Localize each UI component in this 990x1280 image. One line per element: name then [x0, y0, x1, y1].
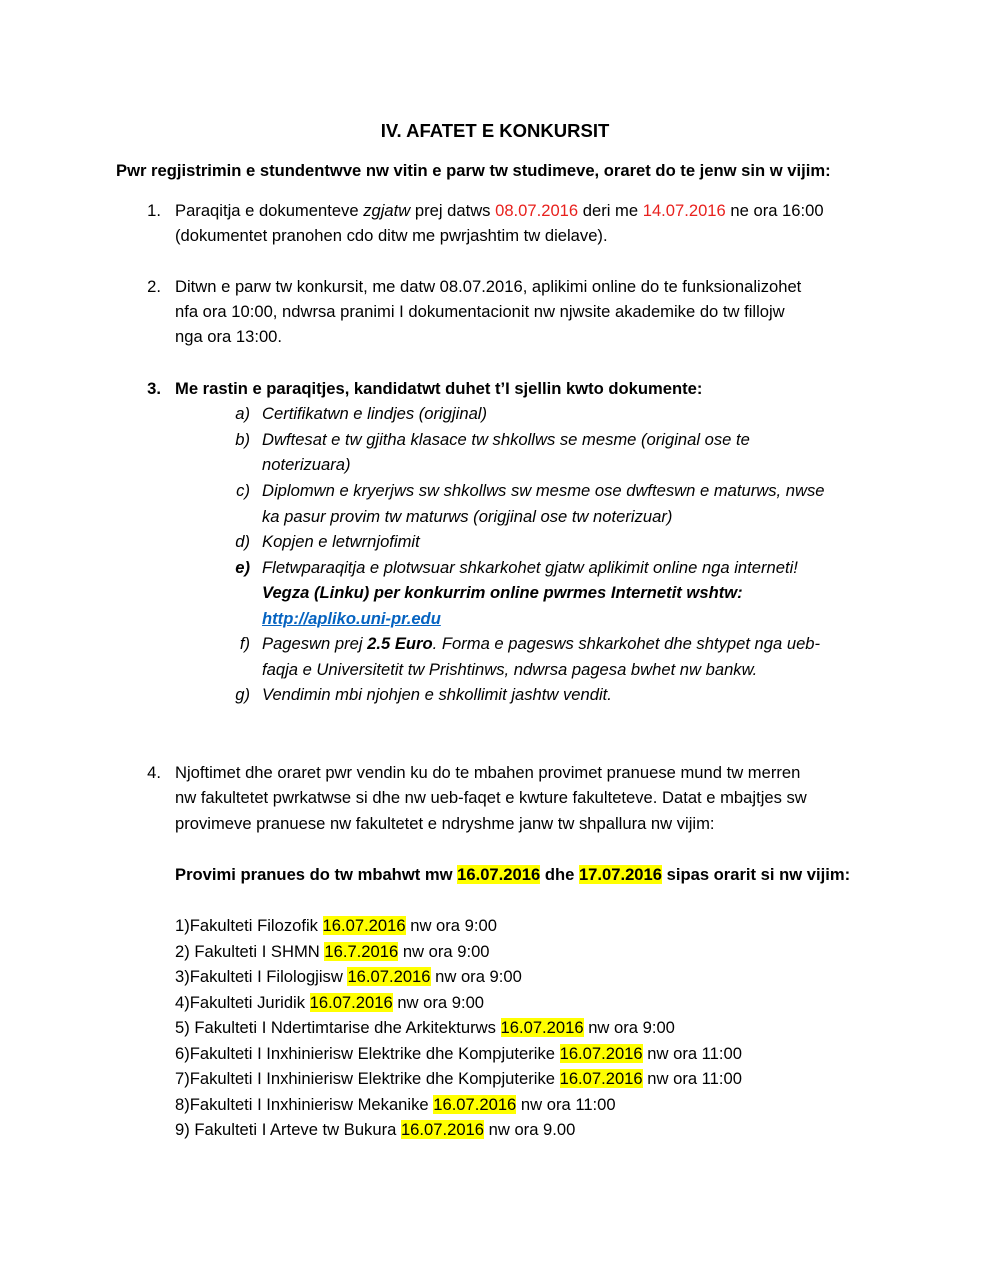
faculty-schedule-item — [175, 964, 522, 989]
sub-e-letter: e) — [235, 558, 250, 577]
faculty-schedule-item — [175, 1066, 742, 1091]
faculty-time: nw ora 9:00 — [583, 1018, 675, 1037]
sub-f-line-1 — [262, 631, 820, 656]
item-1-text-c: prej datws — [410, 201, 496, 220]
sub-c-letter: c) — [236, 481, 250, 500]
faculty-name: 5) Fakulteti I Ndertimtarise dhe Arkitekturws — [175, 1018, 501, 1037]
faculty-name: 8)Fakulteti I Inxhinierisw Mekanike — [175, 1095, 434, 1114]
faculty-time: nw ora 11:00 — [642, 1069, 742, 1088]
faculty-name: 9) Fakulteti I Arteve tw Bukura — [175, 1120, 401, 1139]
exam-announcement — [175, 862, 850, 887]
sub-c-line-2: ka pasur provim tw maturws (origjinal ose tw noterizuar) — [262, 507, 673, 526]
item-1-text-b: zgjatw — [363, 201, 411, 220]
exam-date-2: 17.07.2016 — [578, 865, 662, 884]
section-title: IV. AFATET E KONKURSIT — [380, 120, 610, 141]
faculty-date: 16.07.2016 — [322, 916, 406, 935]
sub-g-letter: g) — [235, 685, 250, 704]
faculty-date: 16.07.2016 — [309, 993, 393, 1012]
faculty-date: 16.07.2016 — [559, 1069, 643, 1088]
sub-a-text: Certifikatwn e lindjes (origjinal) — [262, 404, 488, 423]
item-1-line-1 — [175, 198, 824, 223]
sub-e-line-2: Vegza (Linku) per konkurrim online pwrmes Internetit wshtw: — [262, 583, 743, 602]
item-2-line-2: nfa ora 10:00, ndwrsa pranimi I dokumentacionit nw njwsite akademike do tw fillojw — [175, 302, 785, 321]
exam-text-c: sipas orarit si nw vijim: — [662, 865, 851, 884]
faculty-time: nw ora 11:00 — [516, 1095, 616, 1114]
faculty-name: 3)Fakulteti I Filologjisw — [175, 967, 348, 986]
sub-d-text: Kopjen e letwrnjofimit — [262, 532, 420, 551]
faculty-schedule-item — [175, 990, 484, 1015]
faculty-date: 16.7.2016 — [324, 942, 399, 961]
item-3-heading: Me rastin e paraqitjes, kandidatwt duhet t’I sjellin kwto dokumente: — [175, 379, 703, 398]
faculty-schedule-item — [175, 1015, 675, 1040]
item-2-line-3: nga ora 13:00. — [175, 327, 283, 346]
sub-d-letter: d) — [235, 532, 250, 551]
sub-g-text: Vendimin mbi njohjen e shkollimit jashtw vendit. — [262, 685, 612, 704]
sub-f-text-b: . Forma e pagesws shkarkohet dhe shtypet nga ueb- — [432, 634, 821, 653]
sub-c-line-1: Diplomwn e kryerjws sw shkollws sw mesme ose dwfteswn e maturws, nwse — [262, 481, 825, 500]
sub-e-line-1: Fletwparaqitja e plotwsuar shkarkohet gjatw aplikimit online nga interneti! — [262, 558, 798, 577]
faculty-time: nw ora 9.00 — [484, 1120, 576, 1139]
faculty-date: 16.07.2016 — [559, 1044, 643, 1063]
item-1-text-a: Paraqitja e dokumenteve — [175, 201, 364, 220]
item-2-number: 2. — [147, 277, 161, 296]
faculty-name: 2) Fakulteti I SHMN — [175, 942, 325, 961]
item-1-text-d: deri me — [578, 201, 643, 220]
item-2-line-1: Ditwn e parw tw konkursit, me datw 08.07.2016, aplikimi online do te funksionalizohet — [175, 277, 802, 296]
sub-f-line-2: faqja e Universitetit tw Prishtinws, ndwrsa pagesa bwhet nw bankw. — [262, 660, 758, 679]
faculty-name: 6)Fakulteti I Inxhinierisw Elektrike dhe Kompjuterike — [175, 1044, 560, 1063]
exam-date-1: 16.07.2016 — [457, 865, 541, 884]
item-1-text-e: ne ora 16:00 — [725, 201, 824, 220]
fee-amount: 2.5 Euro — [367, 634, 433, 653]
item-1-start-date: 08.07.2016 — [495, 201, 579, 220]
faculty-schedule-item — [175, 1117, 575, 1142]
sub-f-letter: f) — [239, 634, 250, 653]
faculty-schedule-item — [175, 1092, 616, 1117]
faculty-date: 16.07.2016 — [433, 1095, 517, 1114]
exam-text-a: Provimi pranues do tw mbahwt mw — [175, 865, 458, 884]
item-1-end-date: 14.07.2016 — [642, 201, 726, 220]
item-4-line-3: provimeve pranuese nw fakultetet e ndryshme janw tw shpallura nw vijim: — [175, 814, 715, 833]
intro-text: Pwr regjistrimin e stundentwve nw vitin e parw tw studimeve, oraret do te jenw sin w vijim: — [116, 161, 831, 180]
item-4-number: 4. — [147, 763, 161, 782]
item-3-number: 3. — [147, 379, 161, 398]
sub-b-line-2: noterizuara) — [262, 455, 351, 474]
faculty-name: 7)Fakulteti I Inxhinierisw Elektrike dhe Kompjuterike — [175, 1069, 560, 1088]
faculty-time: nw ora 11:00 — [642, 1044, 742, 1063]
item-4-line-2: nw fakultetet pwrkatwse si dhe nw ueb-faqet e kwture fakulteteve. Datat e mbajtjes sw — [175, 788, 807, 807]
apliko-link[interactable]: http://apliko.uni-pr.edu — [262, 609, 441, 628]
faculty-date: 16.07.2016 — [400, 1120, 485, 1139]
faculty-date: 16.07.2016 — [347, 967, 431, 986]
exam-text-b: dhe — [540, 865, 579, 884]
faculty-time: nw ora 9:00 — [430, 967, 522, 986]
faculty-schedule-item — [175, 913, 497, 938]
faculty-time: nw ora 9:00 — [405, 916, 497, 935]
faculty-time: nw ora 9:00 — [398, 942, 490, 961]
sub-a-letter: a) — [235, 404, 250, 423]
faculty-time: nw ora 9:00 — [392, 993, 485, 1012]
faculty-name: 4)Fakulteti Juridik — [175, 993, 310, 1012]
item-1-number: 1. — [147, 201, 161, 220]
faculty-name: 1)Fakulteti Filozofik — [175, 916, 323, 935]
item-4-line-1: Njoftimet dhe oraret pwr vendin ku do te mbahen provimet pranuese mund tw merren — [175, 763, 801, 782]
sub-f-text-a: Pageswn prej — [262, 634, 368, 653]
sub-b-line-1: Dwftesat e tw gjitha klasace tw shkollws se mesme (original ose te — [262, 430, 750, 449]
faculty-schedule-item — [175, 939, 490, 964]
sub-b-letter: b) — [235, 430, 250, 449]
faculty-schedule-item — [175, 1041, 742, 1066]
item-1-line-2: (dokumentet pranohen cdo ditw me pwrjashtim tw dielave). — [175, 226, 608, 245]
faculty-date: 16.07.2016 — [500, 1018, 584, 1037]
